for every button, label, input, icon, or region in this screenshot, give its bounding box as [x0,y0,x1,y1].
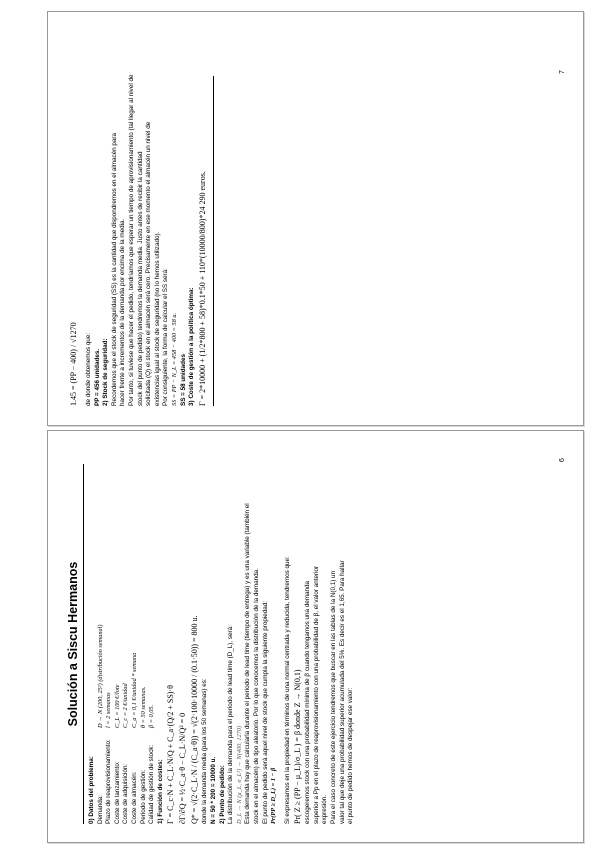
page-6-content [56,442,576,832]
data-row [96,464,105,824]
text-b: El punto de pedido será aquel nivel de stock que cumpla la siguiente propiedad: [261,600,268,824]
data-heading: 0) Datos del problema: [87,755,95,824]
row-label: Plazo de reaprovisionamiento: [104,738,112,824]
document-page-6 [47,430,584,843]
row-label: Coste de almacén: [130,770,138,824]
data-row [113,464,122,824]
row-label: Periodo de gestión: [139,769,147,824]
text-e3: el punto de pedido hemos de despejar ese valor: [346,687,354,824]
document-page-7 [47,11,584,426]
page-title: Solución a Siscu Hermanos [66,464,84,824]
row-value: θ = 50 semanas. [139,685,147,728]
paragraph-3: Por consiguiente, la forma de calcular el SS será: [161,267,169,406]
row-label: Coste de lanzamiento: [113,760,121,824]
section-2-heading: 2) Stock de seguridad: [101,337,109,406]
paragraph-1b: hacer frente a incrementos de la demanda por encima de la media. [118,218,126,406]
text-d2: superior a Pp en el plazo de reaprovisionamiento con una probabilidad de β, el valor anterior [312,565,320,824]
paragraph-2b: stock del punto de pedido) tendremos la demanda media. Justo antes de recibir la cantidad [136,151,144,406]
text-c: Si expresamos en la propiedad en términos de una normal centrada y reducida, tendremos que: [283,555,291,824]
pp-intro: de donde obtenemos que: [84,332,92,406]
derivative-equation: ∂Γ/∂Q = ½·C_a·θ − C_L·N/Q² = 0 [177,712,187,824]
page-number: 7 [558,69,566,74]
row-label: Calidad de gestión de stock: [147,744,155,824]
data-row [122,464,131,824]
gamma-equation: Γ = 2*10000 + (1/2*800 + 58)*0.1*50 + 110*(10000/800)*24 290 euros. [197,170,207,406]
row-value: D → N (200, 25²) (distribución semanal) [96,623,104,728]
probability-equation: Pr(PP ≥ D_L) = 1 − β [269,767,277,824]
data-row [148,464,157,824]
section-2-heading: 2) Punto de pedido: [218,764,226,824]
pp-value: PP = 456 unidades. [93,348,101,406]
text-d3: expresión. [320,794,328,824]
demand-note: donde la demanda media (para los 50 semanas) es: [200,677,208,824]
pp-equation: 1.45 = (PP − 400) / √1270 [68,321,78,406]
n-equation: N = 50 * 200 = 10000 u. [209,756,217,824]
ss-value: SS = 58 unidades [179,353,187,406]
distribution-text: La distribución de la demanda para el periodo de lead time (D_L), será: [226,624,234,824]
q-optimal-equation: Q* = √(2·C_L·N / (C_a·θ)) = √(2·100·10000 / (0.1·50)) = 800 u. [189,614,199,824]
distribution-equation: D_L → N (μ_L, σ_L²) → N(400, 1270) [235,725,243,824]
paragraph-1: Recordemos que el stock de seguridad (SS) es la cantidad que dispondremos en el almacén para [110,132,118,406]
ss-equation: SS = PP − N_L = 458 − 400 = 58 u. [170,312,178,406]
row-value: C_L = 100 €/lote [113,684,121,728]
z-equation: Pr( Z ≥ (PP − μ_L)/σ_L ) = β donde Z → N(0,1) [292,668,302,824]
data-table [96,464,156,824]
text-a2: stock en el almacén) de tipo aleatorio. Por lo que conocemos la distribución de la demanda. [252,567,260,824]
text-e2: valor tal que deje una probabilidad superior acumulada del 5%. Es decir es el 1,65. Para hallar [338,559,346,824]
row-value: β = 0,05. [147,704,155,728]
paragraph-2c: solicitada (Q) el stock en el almacén será cero. Precisamente en ese momento el almacén un nivel de [144,121,152,406]
data-row [139,464,148,824]
row-value: C_c = 2 €/unidad [121,682,129,728]
row-label: Demanda: [96,794,104,824]
text-d: escogeremos stock con una probabilidad mínima de β cuando tengamos una demanda [303,580,311,824]
section-1-heading: 1) Función de costes: [156,758,164,824]
bottom-rule [212,76,213,406]
data-row [130,464,139,824]
row-label: Coste de adquisición: [121,763,129,824]
section-3-heading: 3) Coste de gestión a la política óptima: [187,286,195,406]
paragraph-2d: existencias igual al stock de seguridad (no lo hemos utilizado). [153,231,161,406]
text-a: Esta demanda hay que calcularla durante el periodo de lead time (tiempo de entrega) y es una variable (también el [243,502,251,824]
page-number: 6 [558,457,566,462]
cost-equation: Γ = C_c·N + C_L·N/Q + C_a·(Q/2 + SS)·θ [165,684,175,824]
row-value: l = 2 semanas [104,691,112,728]
data-row [105,464,114,824]
row-value: C_a = 0,1 €/unidad * semana [130,652,138,728]
paragraph-2: Por tanto, si tuviese que hacer el pedido, tendríamos que esperar un tiempo de aprovisionamiento (tal llegar al nivel de [127,74,135,406]
text-e: Para el caso concreto de este ejercicio tendremos que buscar en las tablas de la N(0,1) un [329,570,337,824]
page-7-content [56,24,576,414]
